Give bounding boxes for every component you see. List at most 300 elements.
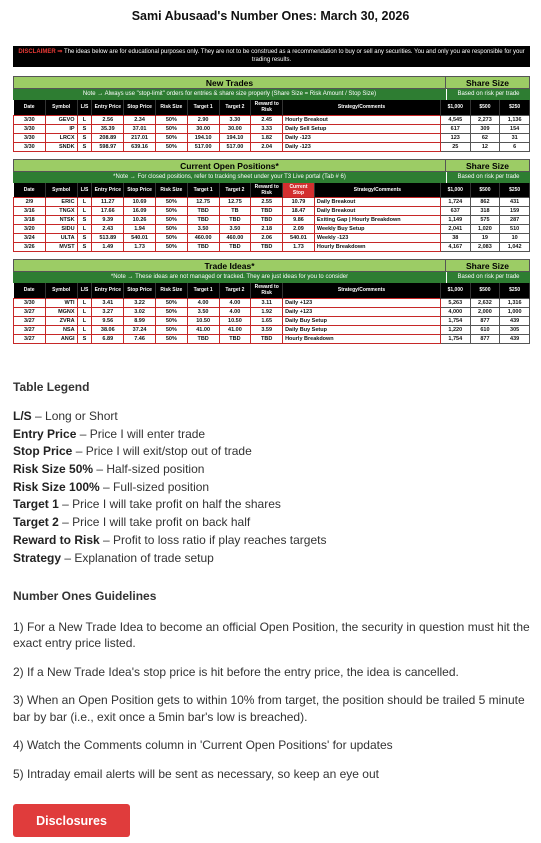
- cell-symbol: ERIC: [45, 198, 77, 207]
- cell-stop-price: 3.02: [124, 307, 156, 316]
- open-positions-table: [13, 183, 530, 253]
- cell-stop-price: 1.94: [124, 225, 156, 234]
- cell-risk-size: 50%: [155, 207, 187, 216]
- col-share-250: $250: [500, 283, 530, 298]
- table-row: [14, 298, 530, 307]
- new-trades-header-row: [14, 100, 530, 115]
- new-trades-table: [13, 100, 530, 152]
- new-trades-note: Note → Always use "stop-limit" orders for entries & share size properly (Share Size = Risk Amount / Stop Size): [13, 89, 446, 100]
- col-share-250: $250: [500, 100, 530, 115]
- col-reward-risk: Reward to Risk: [251, 183, 283, 198]
- cell-strategy: Daily -123: [283, 142, 441, 151]
- cell-ls: L: [77, 115, 92, 124]
- cell-strategy: Exiting Gap | Hourly Breakdown: [314, 216, 440, 225]
- cell-share-1000: 38: [440, 234, 470, 243]
- table-row: [14, 325, 530, 334]
- cell-target-1: TBD: [187, 334, 219, 343]
- cell-share-500: 877: [470, 316, 500, 325]
- legend-term: Risk Size 50%: [13, 462, 94, 477]
- cell-share-500: 19: [470, 234, 500, 243]
- cell-share-500: 12: [470, 142, 500, 151]
- col-symbol: Symbol: [45, 100, 77, 115]
- cell-date: 2/9: [14, 198, 46, 207]
- cell-risk-size: 50%: [155, 334, 187, 343]
- cell-target-2: 517.00: [219, 142, 251, 151]
- cell-risk-size: 50%: [155, 216, 187, 225]
- cell-entry-price: 3.41: [92, 298, 124, 307]
- legend-item: [13, 479, 533, 497]
- share-size-header: Share Size: [446, 259, 530, 272]
- trade-ideas-header: Trade Ideas*: [13, 259, 446, 272]
- table-row: [14, 243, 530, 252]
- cell-strategy: Daily Sell Setup: [283, 124, 441, 133]
- cell-share-1000: 2,041: [440, 225, 470, 234]
- guideline-item: 1) For a New Trade Idea to become an official Open Position, the security in question must hit the exact entry price listed.: [13, 619, 530, 650]
- cell-reward-to-risk: 1.82: [251, 133, 283, 142]
- col-share-1000: $1,000: [440, 100, 470, 115]
- col-ls: L/S: [77, 100, 92, 115]
- col-current-stop: Current Stop: [283, 183, 315, 198]
- cell-entry-price: 6.89: [92, 334, 124, 343]
- trade-ideas-header-row: [14, 283, 530, 298]
- cell-entry-price: 2.43: [92, 225, 124, 234]
- cell-share-1000: 617: [440, 124, 470, 133]
- cell-stop-price: 3.22: [124, 298, 156, 307]
- cell-share-1000: 5,263: [440, 298, 470, 307]
- cell-ls: S: [77, 243, 92, 252]
- col-share-500: $500: [470, 283, 500, 298]
- share-size-note: Based on risk per trade: [446, 172, 530, 183]
- cell-target-2: 10.50: [219, 316, 251, 325]
- cell-date: 3/30: [14, 124, 46, 133]
- cell-symbol: ZVRA: [45, 316, 77, 325]
- cell-share-250: 1,136: [500, 115, 530, 124]
- legend-term: L/S: [13, 409, 32, 423]
- cell-reward-to-risk: TBD: [251, 243, 283, 252]
- cell-reward-to-risk: 3.59: [251, 325, 283, 334]
- table-row: [14, 115, 530, 124]
- cell-risk-size: 50%: [155, 133, 187, 142]
- trade-ideas-table: [13, 283, 530, 344]
- cell-date: 3/30: [14, 298, 46, 307]
- guideline-item: 2) If a New Trade Idea's stop price is hit before the entry price, the idea is cancelled.: [13, 664, 459, 679]
- cell-strategy: Daily Breakout: [314, 207, 440, 216]
- legend-item: [13, 496, 533, 514]
- table-row: [14, 207, 530, 216]
- cell-entry-price: 35.39: [92, 124, 124, 133]
- cell-stop-price: 8.99: [124, 316, 156, 325]
- cell-stop-price: 10.69: [124, 198, 156, 207]
- legend-title: Table Legend: [13, 380, 90, 394]
- cell-share-250: 510: [500, 225, 530, 234]
- cell-symbol: SIDU: [45, 225, 77, 234]
- open-positions-section: [13, 159, 530, 253]
- col-share-500: $500: [470, 100, 500, 115]
- cell-symbol: ANGI: [45, 334, 77, 343]
- cell-strategy: Weekly -123: [314, 234, 440, 243]
- col-reward-risk: Reward to Risk: [251, 100, 283, 115]
- cell-risk-size: 50%: [155, 198, 187, 207]
- open-positions-header-row: [14, 183, 530, 198]
- legend-term: Target 1: [13, 497, 59, 512]
- cell-strategy: Hourly Breakout: [283, 115, 441, 124]
- legend-item: [13, 426, 533, 444]
- disclosures-button[interactable]: Disclosures: [13, 804, 130, 837]
- cell-entry-price: 208.89: [92, 133, 124, 142]
- cell-risk-size: 50%: [155, 316, 187, 325]
- legend-description: – Price I will enter trade: [76, 426, 206, 441]
- col-ls: L/S: [77, 183, 92, 198]
- cell-risk-size: 50%: [155, 234, 187, 243]
- cell-date: 3/27: [14, 334, 46, 343]
- disclaimer-lead: DISCLAIMER ⇒: [18, 49, 63, 55]
- cell-target-1: 4.00: [187, 298, 219, 307]
- table-row: [14, 316, 530, 325]
- cell-date: 3/20: [14, 225, 46, 234]
- cell-target-1: TBD: [187, 207, 219, 216]
- legend-term: Reward to Risk: [13, 532, 100, 547]
- cell-entry-price: 598.97: [92, 142, 124, 151]
- cell-target-1: 41.00: [187, 325, 219, 334]
- cell-symbol: NTSK: [45, 216, 77, 225]
- cell-reward-to-risk: 2.04: [251, 142, 283, 151]
- cell-share-1000: 123: [440, 133, 470, 142]
- new-trades-section: [13, 76, 530, 152]
- col-risk: Risk Size: [155, 283, 187, 298]
- table-row: [14, 124, 530, 133]
- col-reward-risk: Reward to Risk: [251, 283, 283, 298]
- col-date: Date: [14, 100, 46, 115]
- cell-share-250: 1,000: [500, 307, 530, 316]
- cell-share-1000: 4,545: [440, 115, 470, 124]
- cell-share-250: 154: [500, 124, 530, 133]
- cell-share-500: 318: [470, 207, 500, 216]
- cell-strategy: Weekly Buy Setup: [314, 225, 440, 234]
- cell-ls: S: [77, 216, 92, 225]
- col-risk: Risk Size: [155, 183, 187, 198]
- cell-share-250: 10: [500, 234, 530, 243]
- col-target2: Target 2: [219, 283, 251, 298]
- cell-current-stop: 9.86: [283, 216, 315, 225]
- cell-target-2: TB: [219, 207, 251, 216]
- cell-target-1: 517.00: [187, 142, 219, 151]
- cell-target-1: 3.50: [187, 307, 219, 316]
- cell-symbol: GEVO: [45, 115, 77, 124]
- col-strategy: Strategy/Comments: [283, 283, 441, 298]
- cell-strategy: Daily Buy Setup: [283, 325, 441, 334]
- col-share-500: $500: [470, 183, 500, 198]
- col-target1: Target 1: [187, 283, 219, 298]
- guideline-item: 3) When an Open Position gets to within 10% from target, the position should be trailed 5 minute bar by bar (i.e., exit once a 5min bar's low is breached).: [13, 693, 525, 724]
- cell-target-1: TBD: [187, 216, 219, 225]
- legend-term: Target 2: [13, 515, 59, 530]
- cell-share-250: 305: [500, 325, 530, 334]
- cell-date: 3/30: [14, 115, 46, 124]
- table-row: [14, 142, 530, 151]
- cell-reward-to-risk: 3.33: [251, 124, 283, 133]
- legend-description: – Profit to loss ratio if play reaches targets: [99, 532, 327, 547]
- cell-ls: L: [77, 198, 92, 207]
- legend-description: – Half-sized position: [93, 462, 205, 477]
- legend-description: – Long or Short: [31, 409, 118, 423]
- table-row: [14, 216, 530, 225]
- cell-strategy: Daily +123: [283, 307, 441, 316]
- cell-target-1: 12.75: [187, 198, 219, 207]
- cell-risk-size: 50%: [155, 298, 187, 307]
- col-date: Date: [14, 183, 46, 198]
- cell-ls: S: [77, 133, 92, 142]
- table-row: [14, 225, 530, 234]
- cell-risk-size: 50%: [155, 307, 187, 316]
- legend-item: [13, 514, 533, 532]
- cell-current-stop: 18.47: [283, 207, 315, 216]
- cell-risk-size: 50%: [155, 115, 187, 124]
- disclaimer-banner: [13, 46, 530, 67]
- cell-entry-price: 17.66: [92, 207, 124, 216]
- col-entry: Entry Price: [92, 283, 124, 298]
- col-target2: Target 2: [219, 183, 251, 198]
- legend-term: Stop Price: [13, 444, 73, 459]
- cell-target-2: 41.00: [219, 325, 251, 334]
- col-target2: Target 2: [219, 100, 251, 115]
- cell-strategy: Hourly Breakdown: [314, 243, 440, 252]
- cell-symbol: IP: [45, 124, 77, 133]
- cell-date: 3/30: [14, 133, 46, 142]
- cell-share-500: 877: [470, 334, 500, 343]
- cell-symbol: ULTA: [45, 234, 77, 243]
- col-entry: Entry Price: [92, 183, 124, 198]
- new-trades-header: New Trades: [13, 76, 446, 89]
- legend-item: [13, 461, 533, 479]
- cell-target-2: TBD: [219, 334, 251, 343]
- col-entry: Entry Price: [92, 100, 124, 115]
- legend-term: Entry Price: [13, 426, 77, 441]
- col-risk: Risk Size: [155, 100, 187, 115]
- cell-stop-price: 7.46: [124, 334, 156, 343]
- cell-ls: L: [77, 325, 92, 334]
- cell-strategy: Daily +123: [283, 298, 441, 307]
- cell-ls: S: [77, 334, 92, 343]
- cell-reward-to-risk: 2.06: [251, 234, 283, 243]
- cell-reward-to-risk: 3.11: [251, 298, 283, 307]
- legend-description: – Price I will take profit on back half: [58, 515, 251, 530]
- cell-share-500: 1,020: [470, 225, 500, 234]
- cell-share-1000: 1,754: [440, 334, 470, 343]
- cell-share-1000: 4,000: [440, 307, 470, 316]
- legend-description: – Price I will exit/stop out of trade: [72, 444, 252, 459]
- guidelines-title: Number Ones Guidelines: [13, 589, 157, 603]
- cell-date: 3/16: [14, 207, 46, 216]
- cell-ls: L: [77, 207, 92, 216]
- cell-share-250: 431: [500, 198, 530, 207]
- cell-reward-to-risk: 2.45: [251, 115, 283, 124]
- cell-share-250: 31: [500, 133, 530, 142]
- cell-share-1000: 4,167: [440, 243, 470, 252]
- cell-reward-to-risk: TBD: [251, 334, 283, 343]
- cell-share-1000: 1,754: [440, 316, 470, 325]
- legend-description: – Full-sized position: [99, 479, 210, 494]
- legend-item: [13, 550, 533, 568]
- table-row: [14, 334, 530, 343]
- cell-strategy: Daily -123: [283, 133, 441, 142]
- cell-date: 3/27: [14, 307, 46, 316]
- cell-risk-size: 50%: [155, 225, 187, 234]
- cell-share-250: 439: [500, 334, 530, 343]
- cell-ls: L: [77, 316, 92, 325]
- col-strategy: Strategy/Comments: [314, 183, 440, 198]
- cell-target-1: TBD: [187, 243, 219, 252]
- cell-stop-price: 10.26: [124, 216, 156, 225]
- col-stop: Stop Price: [124, 283, 156, 298]
- cell-share-250: 1,042: [500, 243, 530, 252]
- page-title: Sami Abusaad's Number Ones: March 30, 2026: [131, 9, 410, 23]
- cell-target-2: 4.00: [219, 298, 251, 307]
- cell-target-2: 460.00: [219, 234, 251, 243]
- cell-target-2: TBD: [219, 243, 251, 252]
- cell-target-2: 12.75: [219, 198, 251, 207]
- cell-ls: S: [77, 124, 92, 133]
- open-positions-note: *Note → For closed positions, refer to tracking sheet under your T3 Live portal (Tab # 6): [13, 172, 446, 183]
- cell-target-1: 10.50: [187, 316, 219, 325]
- cell-risk-size: 50%: [155, 142, 187, 151]
- cell-share-500: 610: [470, 325, 500, 334]
- cell-reward-to-risk: TBD: [251, 216, 283, 225]
- cell-share-250: 287: [500, 216, 530, 225]
- cell-symbol: SNDK: [45, 142, 77, 151]
- cell-reward-to-risk: 1.65: [251, 316, 283, 325]
- cell-risk-size: 50%: [155, 124, 187, 133]
- cell-share-500: 309: [470, 124, 500, 133]
- cell-target-2: TBD: [219, 216, 251, 225]
- cell-target-2: 30.00: [219, 124, 251, 133]
- cell-share-500: 62: [470, 133, 500, 142]
- cell-risk-size: 50%: [155, 325, 187, 334]
- cell-target-2: 194.10: [219, 133, 251, 142]
- cell-entry-price: 9.56: [92, 316, 124, 325]
- cell-share-500: 2,083: [470, 243, 500, 252]
- col-ls: L/S: [77, 283, 92, 298]
- share-size-header: Share Size: [446, 76, 530, 89]
- cell-current-stop: 1.73: [283, 243, 315, 252]
- cell-risk-size: 50%: [155, 243, 187, 252]
- cell-target-2: 4.00: [219, 307, 251, 316]
- legend-item: [13, 532, 533, 550]
- guideline-item: 5) Intraday email alerts will be sent as necessary, so keep an eye out: [13, 766, 379, 781]
- cell-date: 3/27: [14, 325, 46, 334]
- cell-date: 3/27: [14, 316, 46, 325]
- col-share-250: $250: [500, 183, 530, 198]
- cell-entry-price: 38.06: [92, 325, 124, 334]
- col-date: Date: [14, 283, 46, 298]
- cell-share-1000: 1,724: [440, 198, 470, 207]
- legend-term: Strategy: [13, 550, 62, 565]
- open-positions-header: Current Open Positions*: [13, 159, 446, 172]
- col-strategy: Strategy/Comments: [283, 100, 441, 115]
- cell-target-2: 3.30: [219, 115, 251, 124]
- cell-share-1000: 637: [440, 207, 470, 216]
- cell-date: 3/24: [14, 234, 46, 243]
- cell-current-stop: 540.01: [283, 234, 315, 243]
- col-stop: Stop Price: [124, 100, 156, 115]
- cell-symbol: LRCX: [45, 133, 77, 142]
- share-size-note: Based on risk per trade: [446, 89, 530, 100]
- cell-target-1: 3.50: [187, 225, 219, 234]
- cell-symbol: WTI: [45, 298, 77, 307]
- cell-reward-to-risk: TBD: [251, 207, 283, 216]
- cell-symbol: TNGX: [45, 207, 77, 216]
- share-size-header: Share Size: [446, 159, 530, 172]
- cell-share-1000: 1,220: [440, 325, 470, 334]
- cell-entry-price: 9.39: [92, 216, 124, 225]
- cell-reward-to-risk: 2.55: [251, 198, 283, 207]
- table-row: [14, 307, 530, 316]
- legend-description: – Price I will take profit on half the shares: [58, 497, 281, 512]
- guideline-item: 4) Watch the Comments column in 'Current Open Positions' for updates: [13, 738, 393, 752]
- col-symbol: Symbol: [45, 283, 77, 298]
- col-share-1000: $1,000: [440, 283, 470, 298]
- legend-item: [13, 408, 533, 426]
- cell-target-2: 3.50: [219, 225, 251, 234]
- cell-share-500: 2,000: [470, 307, 500, 316]
- cell-share-250: 6: [500, 142, 530, 151]
- cell-current-stop: 10.79: [283, 198, 315, 207]
- cell-entry-price: 3.27: [92, 307, 124, 316]
- col-stop: Stop Price: [124, 183, 156, 198]
- table-row: [14, 198, 530, 207]
- cell-share-500: 862: [470, 198, 500, 207]
- cell-strategy: Daily Buy Setup: [283, 316, 441, 325]
- cell-share-500: 575: [470, 216, 500, 225]
- cell-current-stop: 2.09: [283, 225, 315, 234]
- cell-strategy: Hourly Breakdown: [283, 334, 441, 343]
- cell-share-500: 2,632: [470, 298, 500, 307]
- cell-stop-price: 217.01: [124, 133, 156, 142]
- cell-share-250: 159: [500, 207, 530, 216]
- col-target1: Target 1: [187, 100, 219, 115]
- cell-target-1: 194.10: [187, 133, 219, 142]
- col-share-1000: $1,000: [440, 183, 470, 198]
- cell-share-250: 1,316: [500, 298, 530, 307]
- disclaimer-text: The ideas below are for educational purposes only. They are not to be construed as a recommendation to buy or sell any securities. You and only you are responsible for your trading results.: [63, 49, 525, 63]
- cell-stop-price: 37.01: [124, 124, 156, 133]
- table-row: [14, 133, 530, 142]
- cell-stop-price: 540.01: [124, 234, 156, 243]
- col-target1: Target 1: [187, 183, 219, 198]
- cell-symbol: MGNX: [45, 307, 77, 316]
- guidelines-section: [13, 588, 535, 794]
- cell-ls: L: [77, 298, 92, 307]
- cell-ls: L: [77, 307, 92, 316]
- cell-entry-price: 11.27: [92, 198, 124, 207]
- cell-ls: L: [77, 225, 92, 234]
- cell-share-500: 2,273: [470, 115, 500, 124]
- share-size-note: Based on risk per trade: [446, 272, 530, 283]
- trade-ideas-note: *Note → These ideas are not managed or tracked. They are just ideas for you to consider: [13, 272, 446, 283]
- table-legend: [13, 380, 533, 567]
- cell-symbol: NSA: [45, 325, 77, 334]
- cell-share-1000: 1,149: [440, 216, 470, 225]
- cell-target-1: 2.90: [187, 115, 219, 124]
- cell-date: 3/26: [14, 243, 46, 252]
- cell-strategy: Daily Breakout: [314, 198, 440, 207]
- number-ones-report: [13, 46, 530, 360]
- cell-reward-to-risk: 1.92: [251, 307, 283, 316]
- cell-ls: S: [77, 234, 92, 243]
- cell-entry-price: 513.89: [92, 234, 124, 243]
- cell-stop-price: 639.16: [124, 142, 156, 151]
- cell-share-1000: 25: [440, 142, 470, 151]
- cell-symbol: MVST: [45, 243, 77, 252]
